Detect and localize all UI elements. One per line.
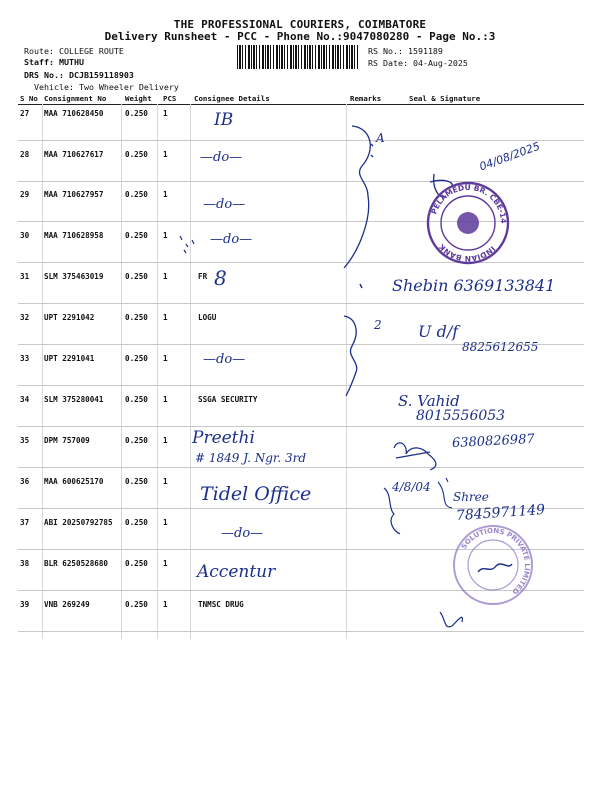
bracket-stroke xyxy=(344,316,357,396)
cell-sno: 27 xyxy=(20,109,30,118)
cell-consignment: BLR 6250528680 xyxy=(44,559,109,568)
handwritten-svahid: S. Vahid xyxy=(398,392,460,410)
cell-pcs: 1 xyxy=(163,436,168,445)
cell-consignee: FR xyxy=(198,272,208,281)
rs-number: RS No.: 1591189 xyxy=(368,46,443,56)
handwritten-phone: 8825612655 xyxy=(462,340,539,354)
cell-pcs: 1 xyxy=(163,150,168,159)
cell-consignment: ABI 20250792785 xyxy=(44,518,113,527)
cell-consignment: MAA 710628958 xyxy=(44,231,104,240)
cell-weight: 0.250 xyxy=(125,395,148,404)
svg-text:INDIAN BANK: INDIAN BANK xyxy=(437,242,497,264)
signature-stroke xyxy=(440,612,462,627)
cell-pcs: 1 xyxy=(163,354,168,363)
cell-sno: 38 xyxy=(20,559,30,568)
col-remarks: Remarks xyxy=(350,94,382,103)
cell-consignment: MAA 600625170 xyxy=(44,477,104,486)
cell-consignment: MAA 710628450 xyxy=(44,109,104,118)
svg-text:PELAMEDU BR. CBE-14: PELAMEDU BR. CBE-14 xyxy=(429,182,509,224)
ink-dot xyxy=(360,284,362,288)
cell-consignment: SLM 375280041 xyxy=(44,395,104,404)
drs-number: DRS No.: DCJB159118903 xyxy=(24,70,134,80)
handwritten-ditto: —do— xyxy=(210,232,253,247)
handwritten-phone: 8015556053 xyxy=(416,408,506,424)
col-consignee: Consignee Details xyxy=(194,94,270,103)
cell-consignment: UPT 2291041 xyxy=(44,354,95,363)
handwritten-accenture: Accentur xyxy=(197,562,276,582)
handwritten-ditto: —do— xyxy=(203,352,246,367)
svg-text:SOLUTIONS PRIVATE LIMITED: SOLUTIONS PRIVATE LIMITED xyxy=(459,526,532,596)
col-weight: Weight xyxy=(125,94,152,103)
handwritten-shree: Shree xyxy=(453,490,489,504)
handwritten-ditto: —do— xyxy=(200,150,243,165)
cell-pcs: 1 xyxy=(163,109,168,118)
staff-label: Staff: MUTHU xyxy=(24,57,84,67)
cell-sno: 34 xyxy=(20,395,30,404)
handwritten-ditto: —do— xyxy=(203,197,246,212)
col-seal: Seal & Signature xyxy=(409,94,481,103)
handwritten-date: 4/8/04 xyxy=(392,480,431,494)
cell-sno: 29 xyxy=(20,190,30,199)
cell-sno: 39 xyxy=(20,600,30,609)
signature-stroke xyxy=(396,452,430,458)
cell-pcs: 1 xyxy=(163,559,168,568)
company-stamp xyxy=(450,522,536,608)
cell-sno: 32 xyxy=(20,313,30,322)
cell-pcs: 1 xyxy=(163,190,168,199)
cell-pcs: 1 xyxy=(163,395,168,404)
cell-sno: 37 xyxy=(20,518,30,527)
rs-date: RS Date: 04-Aug-2025 xyxy=(368,58,468,68)
handwritten-phone: 6380826987 xyxy=(451,431,536,452)
cell-consignee: LOGU xyxy=(198,313,217,322)
cell-pcs: 1 xyxy=(163,272,168,281)
handwritten-signature-ud: U d/f xyxy=(418,322,459,341)
cell-pcs: 1 xyxy=(163,477,168,486)
cell-weight: 0.250 xyxy=(125,518,148,527)
handwritten-preethi: Preethi xyxy=(192,428,255,448)
cell-weight: 0.250 xyxy=(125,150,148,159)
cell-consignment: MAA 710627617 xyxy=(44,150,104,159)
cell-sno: 35 xyxy=(20,436,30,445)
handwritten-shebin: Shebin 6369133841 xyxy=(392,276,556,295)
cell-sno: 28 xyxy=(20,150,30,159)
col-sno: S No xyxy=(20,94,38,103)
handwritten-bracket-label: A xyxy=(376,131,385,145)
cell-weight: 0.250 xyxy=(125,600,148,609)
cell-sno: 33 xyxy=(20,354,30,363)
cell-weight: 0.250 xyxy=(125,313,148,322)
stray-mark xyxy=(180,236,194,253)
signature-stroke xyxy=(438,478,452,508)
cell-weight: 0.250 xyxy=(125,272,148,281)
cell-consignee: SSGA SECURITY xyxy=(198,395,258,404)
handwritten-date: 04/08/2025 xyxy=(477,139,542,174)
route-label: Route: COLLEGE ROUTE xyxy=(24,46,124,56)
col-pcs: PCS xyxy=(163,94,177,103)
cell-sno: 30 xyxy=(20,231,30,240)
handwritten-ib: IB xyxy=(214,110,234,130)
cell-consignment: UPT 2291042 xyxy=(44,313,95,322)
bracket-stroke xyxy=(384,488,400,534)
cell-consignment: VNB 269249 xyxy=(44,600,90,609)
cell-consignment: SLM 375463019 xyxy=(44,272,104,281)
cell-consignment: DPM 757009 xyxy=(44,436,90,445)
cell-weight: 0.250 xyxy=(125,231,148,240)
cell-pcs: 1 xyxy=(163,518,168,527)
cell-pcs: 1 xyxy=(163,600,168,609)
signature-stroke xyxy=(394,443,436,470)
cell-weight: 0.250 xyxy=(125,354,148,363)
runsheet-subtitle: Delivery Runsheet - PCC - Phone No.:9047080280 - Page No.:3 xyxy=(104,30,496,43)
cell-weight: 0.250 xyxy=(125,190,148,199)
handwritten-phone: 7845971149 xyxy=(455,501,546,525)
bracket-stroke xyxy=(344,126,370,268)
cell-weight: 0.250 xyxy=(125,477,148,486)
handwritten-bracket-label: 2 xyxy=(374,318,382,332)
handwritten-8: 8 xyxy=(214,266,227,290)
handwritten-ditto: —do— xyxy=(221,526,264,541)
cell-pcs: 1 xyxy=(163,231,168,240)
cell-weight: 0.250 xyxy=(125,559,148,568)
company-title: THE PROFESSIONAL COURIERS, COIMBATORE xyxy=(173,18,427,31)
cell-consignee: TNMSC DRUG xyxy=(198,600,244,609)
handwritten-tidel: Tidel Office xyxy=(200,483,312,505)
cell-sno: 36 xyxy=(20,477,30,486)
cell-weight: 0.250 xyxy=(125,109,148,118)
vehicle-label: Vehicle: Two Wheeler Delivery xyxy=(34,82,179,92)
cell-consignment: MAA 710627957 xyxy=(44,190,104,199)
cell-weight: 0.250 xyxy=(125,436,148,445)
handwritten-address: # 1849 J. Ngr. 3rd xyxy=(195,451,307,465)
col-consignment: Consignment No xyxy=(44,94,107,103)
cell-pcs: 1 xyxy=(163,313,168,322)
cell-sno: 31 xyxy=(20,272,30,281)
ink-dot xyxy=(371,144,373,157)
bank-stamp xyxy=(425,180,511,266)
